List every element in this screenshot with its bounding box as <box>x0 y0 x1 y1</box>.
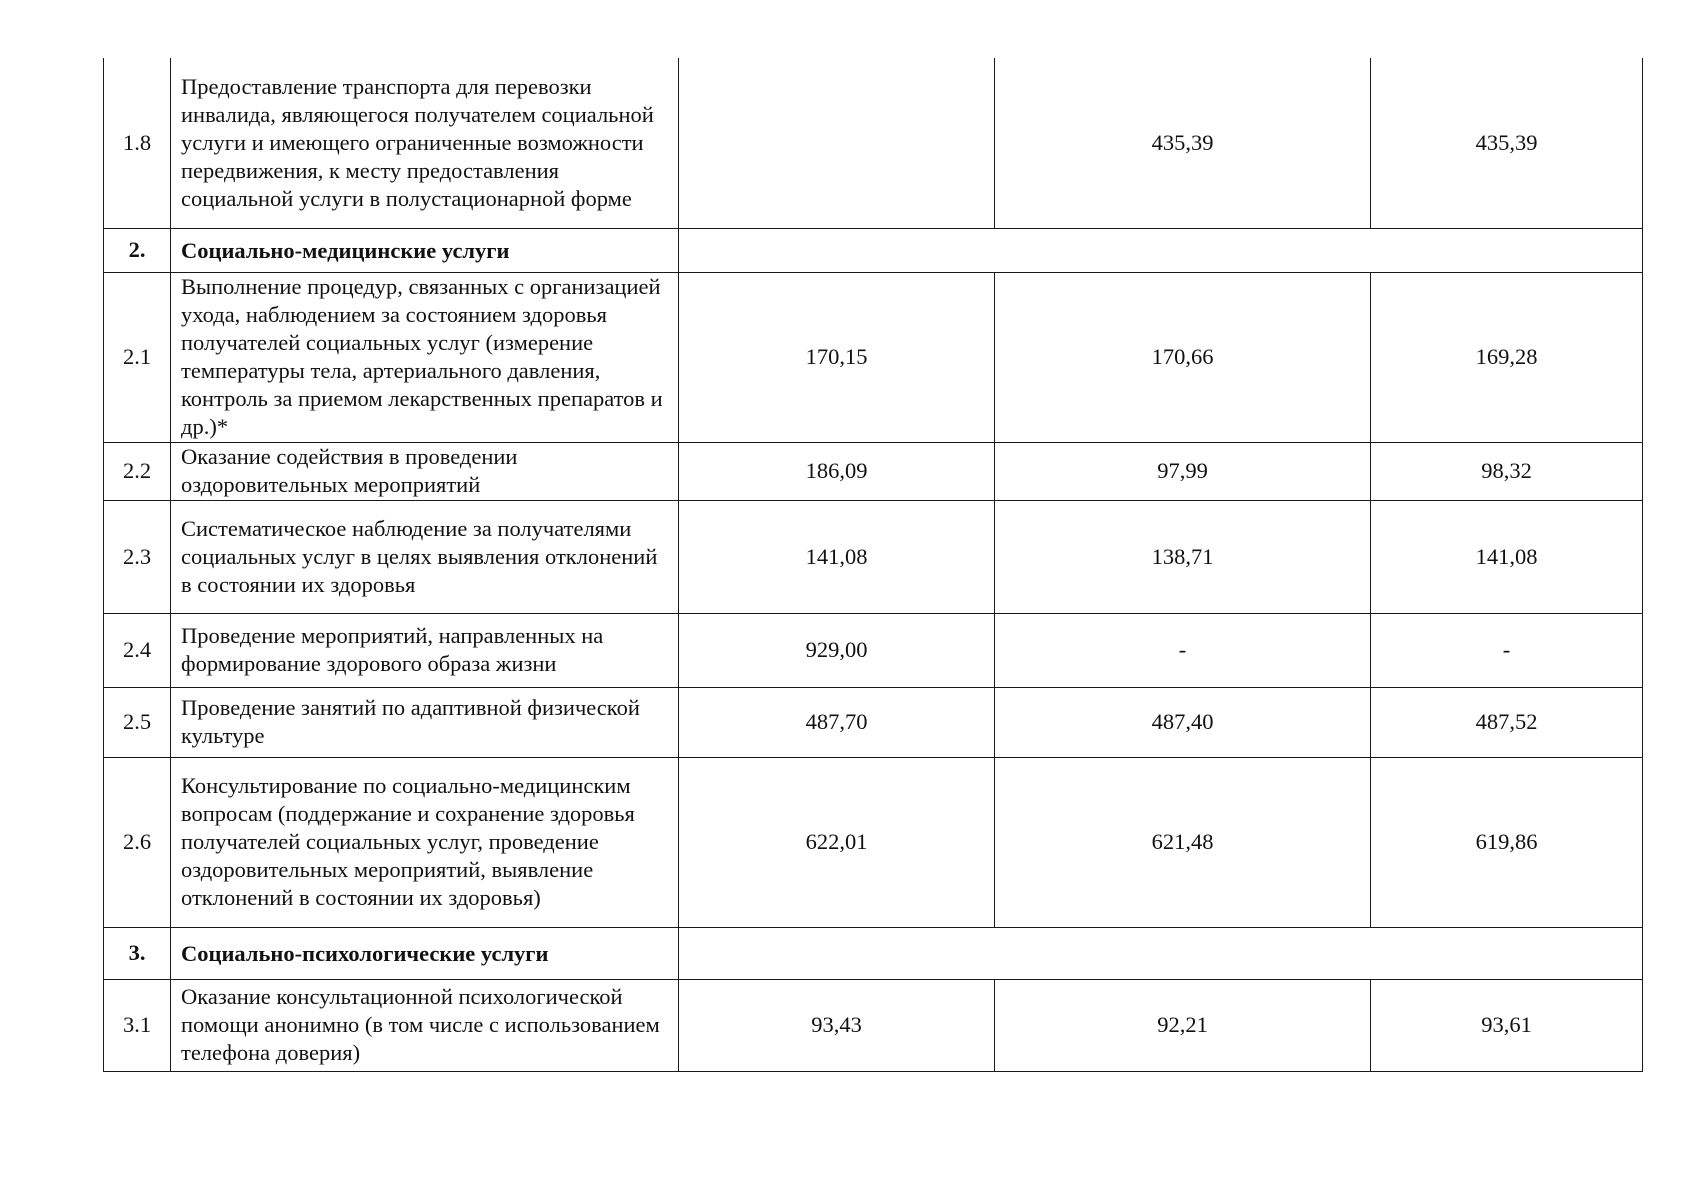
section-empty-cell <box>679 228 1643 272</box>
section-number: 3. <box>104 927 171 979</box>
tariff-value-3: 169,28 <box>1371 272 1643 442</box>
table-row-2-6 <box>104 757 1643 927</box>
tariff-value-1: 186,09 <box>679 442 995 500</box>
row-number: 2.3 <box>104 500 171 613</box>
tariff-value-2: 487,40 <box>995 687 1371 757</box>
table-row-2-3 <box>104 500 1643 613</box>
tariff-value-2: 170,66 <box>995 272 1371 442</box>
tariff-value-3: 435,39 <box>1371 58 1643 228</box>
table-row-1-8 <box>104 58 1643 228</box>
tariff-value-2: 92,21 <box>995 979 1371 1071</box>
row-number: 2.1 <box>104 272 171 442</box>
tariff-value-3: 487,52 <box>1371 687 1643 757</box>
tariff-value-3: 98,32 <box>1371 442 1643 500</box>
section-title: Социально-психологические услуги <box>171 927 679 979</box>
row-number: 3.1 <box>104 979 171 1071</box>
tariff-table <box>103 58 1643 1072</box>
service-name: Консультирование по социально-медицинским вопросам (поддержание и сохранение здоровья получателей социальных услуг, проведение оздоровительных мероприятий, выявление отклонений в состоянии их здоровья) <box>171 757 679 927</box>
service-name: Оказание консультационной психологической помощи анонимно (в том числе с использованием телефона доверия) <box>171 979 679 1071</box>
tariff-value-3: 619,86 <box>1371 757 1643 927</box>
table-row-2-4 <box>104 613 1643 687</box>
service-name: Оказание содействия в проведении оздоровительных мероприятий <box>171 442 679 500</box>
tariff-value-1: 141,08 <box>679 500 995 613</box>
row-number: 1.8 <box>104 58 171 228</box>
row-number: 2.4 <box>104 613 171 687</box>
tariff-value-2: 435,39 <box>995 58 1371 228</box>
table-row-3-1 <box>104 979 1643 1071</box>
tariff-value-1: 93,43 <box>679 979 995 1071</box>
table-row-2-2 <box>104 442 1643 500</box>
tariff-value-2: 621,48 <box>995 757 1371 927</box>
service-name: Проведение мероприятий, направленных на формирование здорового образа жизни <box>171 613 679 687</box>
tariff-value-3: 93,61 <box>1371 979 1643 1071</box>
table-row-2-5 <box>104 687 1643 757</box>
service-name: Систематическое наблюдение за получателями социальных услуг в целях выявления отклонений в состоянии их здоровья <box>171 500 679 613</box>
tariff-value-1: 170,15 <box>679 272 995 442</box>
tariff-value-1: 929,00 <box>679 613 995 687</box>
row-number: 2.5 <box>104 687 171 757</box>
tariff-value-1 <box>679 58 995 228</box>
tariff-value-2: 97,99 <box>995 442 1371 500</box>
section-number: 2. <box>104 228 171 272</box>
row-number: 2.6 <box>104 757 171 927</box>
tariff-value-2: - <box>995 613 1371 687</box>
section-row-3 <box>104 927 1643 979</box>
section-title: Социально-медицинские услуги <box>171 228 679 272</box>
service-name: Выполнение процедур, связанных с организацией ухода, наблюдением за состоянием здоровья получателей социальных услуг (измерение температуры тела, артериального давления, контроль за приемом лекарственных препаратов и др.)* <box>171 272 679 442</box>
table-row-2-1 <box>104 272 1643 442</box>
tariff-value-3: 141,08 <box>1371 500 1643 613</box>
row-number: 2.2 <box>104 442 171 500</box>
tariff-value-3: - <box>1371 613 1643 687</box>
service-name: Предоставление транспорта для перевозки инвалида, являющегося получателем социальной услуги и имеющего ограниченные возможности передвижения, к месту предоставления социальной услуги в полустационарной форме <box>171 58 679 228</box>
tariff-value-1: 622,01 <box>679 757 995 927</box>
tariff-value-1: 487,70 <box>679 687 995 757</box>
section-row-2 <box>104 228 1643 272</box>
service-name: Проведение занятий по адаптивной физической культуре <box>171 687 679 757</box>
section-empty-cell <box>679 927 1643 979</box>
tariff-value-2: 138,71 <box>995 500 1371 613</box>
